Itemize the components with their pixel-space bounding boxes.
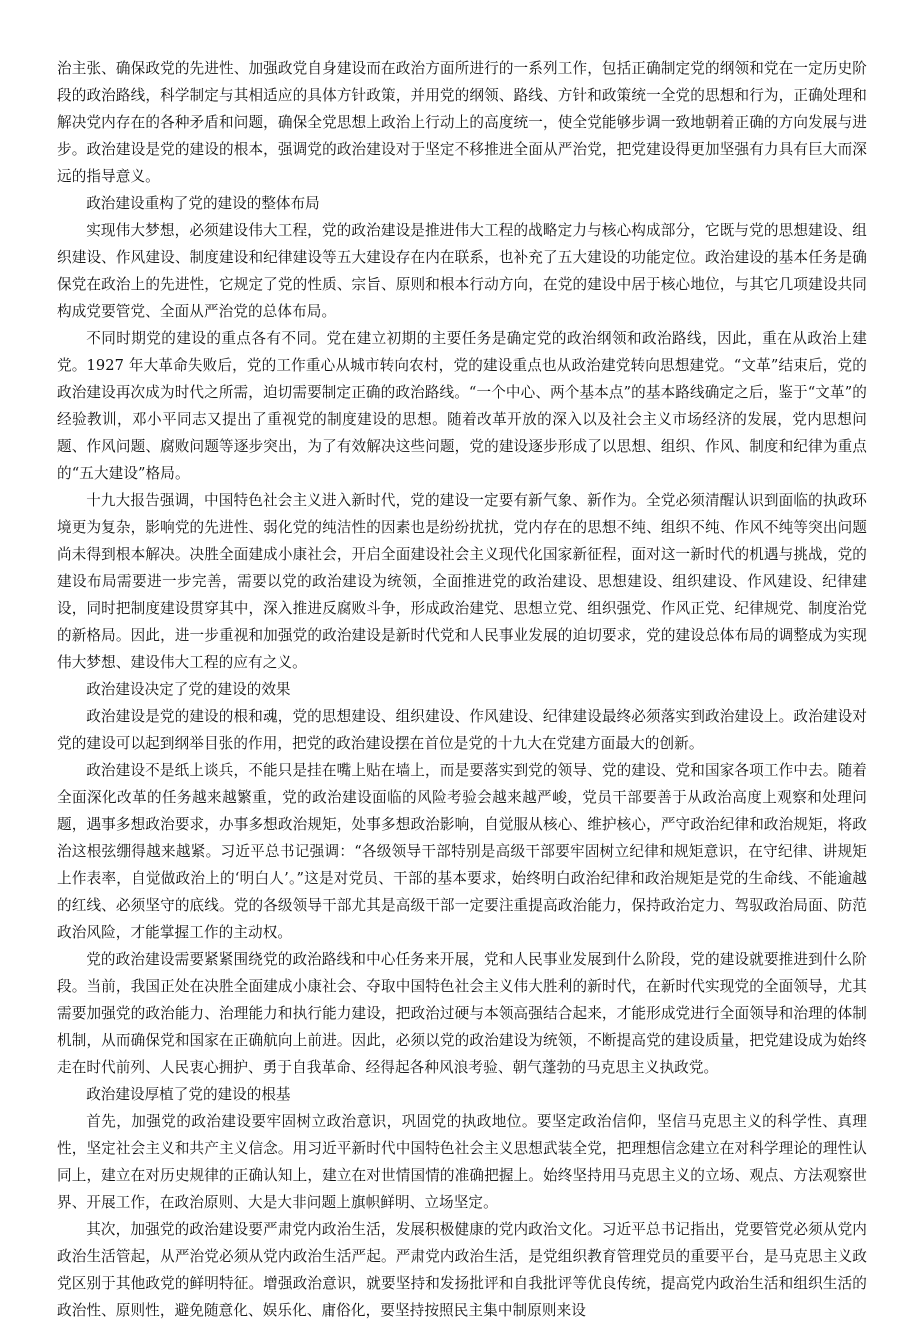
paragraph: 十九大报告强调，中国特色社会主义进入新时代，党的建设一定要有新气象、新作为。全党必须清醒认识到面临的执政环境更为复杂，影响党的先进性、弱化党的纯洁性的因素也是纷纷扰扰，党内存在的思想不纯、组织不纯、作风不纯等突出问题尚未得到根本解决。决胜全面建成小康社会，开启全面建设社会主义现代化国家新征程，面对这一新时代的机遇与挑战，党的建设布局需要进一步完善，需要以党的政治建设为统领，全面推进党的政治建设、思想建设、组织建设、作风建设、纪律建设，同时把制度建设贯穿其中，深入推进反腐败斗争，形成政治建党、思想立党、组织强党、作风正党、纪律规党、制度治党的新格局。因此，进一步重视和加强党的政治建设是新时代党和人民事业发展的迫切要求，党的建设总体布局的调整成为实现伟大梦想、建设伟大工程的应有之义。 [57,492,867,671]
paragraph: 其次，加强党的政治建设要严肃党内政治生活，发展积极健康的党内政治文化。习近平总书记指出，党要管党必须从党内政治生活管起，从严治党必须从党内政治生活严起。严肃党内政治生活，是党组织教育管理党员的重要平台，是马克思主义政党区别于其他政党的鲜明特征。增强政治意识，就要坚持和发扬批评和自我批评等优良传统，提高党内政治生活和组织生活的政治性、原则性，避免随意化、娱乐化、庸俗化，要坚持按照民主集中制原则来设 [57,1221,867,1319]
section-heading-effect: 政治建设决定了党的建设的效果 [86,681,291,698]
paragraph: 首先，加强党的政治建设要牢固树立政治意识，巩固党的执政地位。要坚定政治信仰，坚信马克思主义的科学性、真理性，坚定社会主义和共产主义信念。用习近平新时代中国特色社会主义思想武装全党，把理想信念建立在对科学理论的理性认同上，建立在对历史规律的正确认知上，建立在对世情国情的准确把握上。始终坚持用马克思主义的立场、观点、方法观察世界、开展工作，在政治原则、大是大非问题上旗帜鲜明、立场坚定。 [57,1113,867,1211]
paragraph: 党的政治建设需要紧紧围绕党的政治路线和中心任务来开展，党和人民事业发展到什么阶段，党的建设就要推进到什么阶段。当前，我国正处在决胜全面建成小康社会、夺取中国特色社会主义伟大胜利的新时代，在新时代实现党的全面领导，尤其需要加强党的政治能力、治理能力和执行能力建设，把政治过硬与本领高强结合起来，才能形成党进行全面领导和治理的体制机制，从而确保党和国家在正确航向上前进。因此，必须以党的政治建设为统领，不断提高党的建设质量，把党建设成为始终走在时代前列、人民衷心拥护、勇于自我革命、经得起各种风浪考验、朝气蓬勃的马克思主义执政党。 [57,951,867,1076]
section-heading-foundation: 政治建设厚植了党的建设的根基 [86,1086,291,1103]
paragraph: 政治建设不是纸上谈兵，不能只是挂在嘴上贴在墙上，而是要落实到党的领导、党的建设、党和国家各项工作中去。随着全面深化改革的任务越来越繁重，党的政治建设面临的风险考验会越来越严峻，党员干部要善于从政治高度上观察和处理问题，遇事多想政治要求，办事多想政治规矩，处事多想政治影响，自觉服从核心、维护核心，严守政治纪律和政治规矩，将政治这根弦绷得越来越紧。习近平总书记强调：“各级领导干部特别是高级干部要牢固树立纪律和规矩意识，在守纪律、讲规矩上作表率，自觉做政治上的‘明白人’。”这是对党员、干部的基本要求，始终明白政治纪律和政治规矩是党的生命线、不能逾越的红线、必须坚守的底线。党的各级领导干部尤其是高级干部一定要注重提高政治能力，保持政治定力、驾驭政治局面、防范政治风险，才能掌握工作的主动权。 [57,762,867,941]
document-page [57,55,867,1324]
paragraph-intro-continuation: 治主张、确保政党的先进性、加强政党自身建设而在政治方面所进行的一系列工作，包括正确制定党的纲领和党在一定历史阶段的政治路线，科学制定与其相适应的具体方针政策，并用党的纲领、路线、方针和政策统一全党的思想和行为，正确处理和解决党内存在的各种矛盾和问题，确保全党思想上政治上行动上的高度统一，使全党能够步调一致地朝着正确的方向发展与进步。政治建设是党的建设的根本，强调党的政治建设对于坚定不移推进全面从严治党，把党建设得更加坚强有力具有巨大而深远的指导意义。 [57,60,867,185]
paragraph: 不同时期党的建设的重点各有不同。党在建立初期的主要任务是确定党的政治纲领和政治路线，因此，重在从政治上建党。1927 年大革命失败后，党的工作重心从城市转向农村，党的建设重点也从政治建党转向思想建党。“文革”结束后，党的政治建设再次成为时代之所需，迫切需要制定正确的政治路线。“一个中心、两个基本点”的基本路线确定之后，鉴于“文革”的经验教训，邓小平同志又提出了重视党的制度建设的思想。随着改革开放的深入以及社会主义市场经济的发展，党内思想问题、作风问题、腐败问题等逐步突出，为了有效解决这些问题，党的建设逐步形成了以思想、组织、作风、制度和纪律为重点的“五大建设”格局。 [57,330,867,482]
paragraph: 实现伟大梦想，必须建设伟大工程，党的政治建设是推进伟大工程的战略定力与核心构成部分，它既与党的思想建设、组织建设、作风建设、制度建设和纪律建设等五大建设存在内在联系，也补充了五大建设的功能定位。政治建设的基本任务是确保党在政治上的先进性，它规定了党的性质、宗旨、原则和根本行动方向，在党的建设中居于核心地位，与其它几项建设共同构成党要管党、全面从严治党的总体布局。 [57,222,867,320]
section-heading-overall-layout: 政治建设重构了党的建设的整体布局 [86,195,320,212]
paragraph: 政治建设是党的建设的根和魂，党的思想建设、组织建设、作风建设、纪律建设最终必须落实到政治建设上。政治建设对党的建设可以起到纲举目张的作用，把党的政治建设摆在首位是党的十九大在党建方面最大的创新。 [57,708,867,752]
